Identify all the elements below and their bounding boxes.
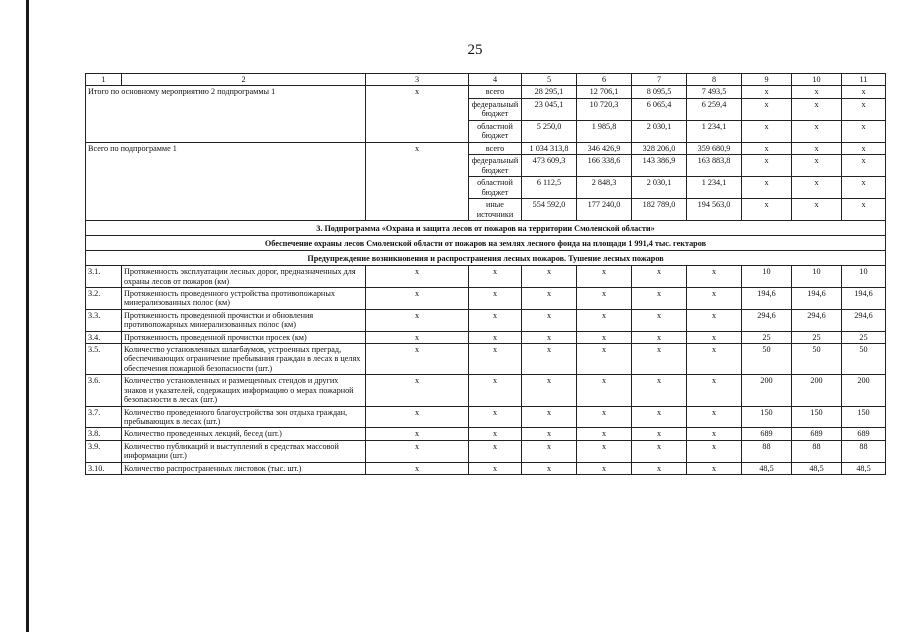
funding-value: 23 045,1 [522,98,577,120]
funding-value: x [792,199,842,221]
funding-value: x [842,86,886,98]
indicator-value: x [687,428,742,440]
funding-value: 2 848,3 [577,177,632,199]
funding-value: x [792,155,842,177]
funding-value: 1 034 313,8 [522,142,577,154]
indicator-value: x [522,331,577,343]
indicator-number: 3.6. [86,375,122,406]
funding-value: 359 680,9 [687,142,742,154]
funding-value: 2 030,1 [632,177,687,199]
indicator-value: 10 [842,266,886,288]
summary-row [86,142,886,154]
indicator-value: 150 [842,406,886,428]
funding-value: x [792,142,842,154]
indicator-value: x [577,406,632,428]
indicator-value: 194,6 [842,288,886,310]
indicator-value: x [577,309,632,331]
indicator-value: x [522,428,577,440]
indicator-row [86,309,886,331]
indicator-value: x [522,440,577,462]
summary-row [86,86,886,98]
column-number-cell: 6 [577,74,632,86]
indicator-value: x [632,428,687,440]
column-number-cell: 5 [522,74,577,86]
indicator-value: x [577,288,632,310]
funding-value: x [842,155,886,177]
indicator-name: Количество проведенного благоустройства зон отдыха граждан, пребывающих в лесах (шт.) [122,406,366,428]
measure-title: Предупреждение возникновения и распространения лесных пожаров. Тушение лесных пожаров [86,251,886,266]
indicator-value: x [632,266,687,288]
scan-edge-bar [26,0,29,632]
section-row [86,221,886,236]
funding-value: x [742,155,792,177]
funding-value: 177 240,0 [577,199,632,221]
indicator-value: x [366,288,469,310]
column-number-cell: 8 [687,74,742,86]
column-number-cell: 4 [469,74,522,86]
indicator-value: 689 [792,428,842,440]
indicator-value: x [632,309,687,331]
funding-value: 2 030,1 [632,120,687,142]
indicator-value: x [469,375,522,406]
funding-value: x [792,120,842,142]
indicator-value: x [522,309,577,331]
indicator-value: x [522,266,577,288]
indicator-name: Протяженность проведенного устройства противопожарных минерализованных полос (км) [122,288,366,310]
funding-source: областной бюджет [469,120,522,142]
indicator-number: 3.5. [86,344,122,375]
column-number-cell: 10 [792,74,842,86]
indicator-name: Протяженность проведенной прочистки просек (км) [122,331,366,343]
funding-source: федеральный бюджет [469,98,522,120]
indicator-value: 48,5 [842,462,886,474]
summary-col3: x [366,86,469,142]
subprogram-title: 3. Подпрограмма «Охрана и защита лесов от пожаров на территории Смоленской области» [86,221,886,236]
column-number-row [86,74,886,86]
indicator-value: x [469,344,522,375]
indicator-value: 88 [742,440,792,462]
funding-value: x [842,120,886,142]
funding-value: x [842,98,886,120]
indicator-value: x [687,309,742,331]
indicator-value: 50 [792,344,842,375]
page-number: 25 [467,42,483,58]
summary-title: Всего по подпрограмме 1 [86,142,366,220]
indicator-value: x [469,440,522,462]
indicator-value: x [577,266,632,288]
section-row [86,251,886,266]
funding-source: федеральный бюджет [469,155,522,177]
column-number-cell: 3 [366,74,469,86]
indicator-value: x [469,406,522,428]
indicator-value: x [687,344,742,375]
funding-value: x [842,142,886,154]
indicator-value: x [522,462,577,474]
indicator-value: x [577,462,632,474]
indicator-value: x [632,440,687,462]
indicator-row [86,406,886,428]
indicator-value: x [632,375,687,406]
indicator-value: 200 [792,375,842,406]
funding-value: 6 259,4 [687,98,742,120]
indicator-number: 3.3. [86,309,122,331]
indicator-value: 294,6 [742,309,792,331]
indicator-value: x [522,375,577,406]
indicator-value: 48,5 [792,462,842,474]
indicator-value: x [469,266,522,288]
indicator-number: 3.1. [86,266,122,288]
indicator-value: x [469,462,522,474]
indicator-value: 294,6 [842,309,886,331]
indicator-number: 3.2. [86,288,122,310]
indicator-value: 10 [742,266,792,288]
indicator-value: 10 [792,266,842,288]
indicator-value: 25 [792,331,842,343]
funding-value: x [742,86,792,98]
funding-value: 6 065,4 [632,98,687,120]
indicator-row [86,462,886,474]
indicator-name: Количество публикаций и выступлений в средствах массовой информации (шт.) [122,440,366,462]
indicator-number: 3.10. [86,462,122,474]
indicator-value: x [687,331,742,343]
indicator-value: 25 [742,331,792,343]
funding-value: 346 426,9 [577,142,632,154]
indicator-value: x [366,406,469,428]
indicator-value: 50 [842,344,886,375]
indicator-value: 88 [842,440,886,462]
indicator-value: 150 [792,406,842,428]
indicator-value: x [687,462,742,474]
funding-value: x [742,120,792,142]
indicator-name: Протяженность проведенной прочистки и обновления противопожарных минерализованных полос (км) [122,309,366,331]
table-body [86,74,886,475]
funding-value: 143 386,9 [632,155,687,177]
indicator-value: x [522,406,577,428]
funding-value: 163 883,8 [687,155,742,177]
funding-value: x [742,98,792,120]
indicator-value: x [687,440,742,462]
funding-source: всего [469,142,522,154]
column-number-cell: 1 [86,74,122,86]
indicator-value: 25 [842,331,886,343]
funding-value: x [742,199,792,221]
column-number-cell: 2 [122,74,366,86]
funding-value: x [792,98,842,120]
indicator-value: x [632,288,687,310]
summary-col3: x [366,142,469,220]
indicator-number: 3.8. [86,428,122,440]
funding-value: 10 720,3 [577,98,632,120]
indicator-value: x [366,309,469,331]
indicator-value: x [632,344,687,375]
task-title: Обеспечение охраны лесов Смоленской области от пожаров на землях лесного фонда на площади 1 991,4 тыс. гектаров [86,236,886,251]
indicator-value: 689 [842,428,886,440]
indicator-value: x [366,266,469,288]
indicator-number: 3.4. [86,331,122,343]
indicator-value: 48,5 [742,462,792,474]
indicator-value: x [577,344,632,375]
indicator-row [86,440,886,462]
indicator-value: x [366,462,469,474]
indicator-value: 689 [742,428,792,440]
indicator-value: x [632,462,687,474]
funding-value: 194 563,0 [687,199,742,221]
funding-value: 5 250,0 [522,120,577,142]
funding-value: 12 706,1 [577,86,632,98]
indicator-value: x [366,428,469,440]
indicator-value: x [469,331,522,343]
column-number-cell: 7 [632,74,687,86]
indicator-value: 150 [742,406,792,428]
indicator-value: 50 [742,344,792,375]
indicator-value: x [366,331,469,343]
indicator-value: x [577,440,632,462]
indicator-name: Количество распространенных листовок (тыс. шт.) [122,462,366,474]
indicator-value: x [469,309,522,331]
indicator-value: 294,6 [792,309,842,331]
funding-value: 473 609,3 [522,155,577,177]
indicator-row [86,266,886,288]
funding-value: 6 112,5 [522,177,577,199]
indicator-value: 200 [842,375,886,406]
indicator-row [86,331,886,343]
program-table [85,73,886,475]
indicator-row [86,288,886,310]
funding-value: x [742,142,792,154]
funding-value: 166 338,6 [577,155,632,177]
funding-value: 1 234,1 [687,177,742,199]
funding-value: 7 493,5 [687,86,742,98]
funding-value: 1 985,8 [577,120,632,142]
summary-title: Итого по основному мероприятию 2 подпрограммы 1 [86,86,366,142]
indicator-value: x [687,375,742,406]
funding-value: x [842,177,886,199]
indicator-value: x [366,375,469,406]
indicator-name: Количество установленных шлагбаумов, устроенных преград, обеспечивающих ограничение пребывания граждан в лесах в целях обеспечения пожарной безопасности (шт.) [122,344,366,375]
indicator-value: x [366,344,469,375]
indicator-value: x [366,440,469,462]
funding-value: x [792,177,842,199]
indicator-name: Количество проведенных лекций, бесед (шт.) [122,428,366,440]
funding-value: 554 592,0 [522,199,577,221]
indicator-name: Протяженность эксплуатации лесных дорог, предназначенных для охраны лесов от пожаров (км) [122,266,366,288]
indicator-value: x [469,288,522,310]
column-number-cell: 9 [742,74,792,86]
indicator-row [86,375,886,406]
funding-source: иные источники [469,199,522,221]
funding-value: 28 295,1 [522,86,577,98]
section-row [86,236,886,251]
indicator-value: x [632,406,687,428]
indicator-value: 200 [742,375,792,406]
indicator-value: x [469,428,522,440]
indicator-value: 194,6 [742,288,792,310]
indicator-value: x [522,288,577,310]
indicator-value: x [577,331,632,343]
indicator-number: 3.9. [86,440,122,462]
indicator-row [86,344,886,375]
indicator-value: x [522,344,577,375]
funding-value: x [792,86,842,98]
indicator-value: x [577,428,632,440]
indicator-value: x [577,375,632,406]
indicator-row [86,428,886,440]
indicator-value: x [687,288,742,310]
funding-value: 328 206,0 [632,142,687,154]
funding-source: областной бюджет [469,177,522,199]
funding-value: 182 789,0 [632,199,687,221]
funding-value: x [842,199,886,221]
column-number-cell: 11 [842,74,886,86]
indicator-value: x [687,406,742,428]
funding-value: x [742,177,792,199]
indicator-number: 3.7. [86,406,122,428]
indicator-value: x [632,331,687,343]
indicator-name: Количество установленных и размещенных стендов и других знаков и указателей, содержащих информацию о мерах пожарной безопасности в лесах (шт.) [122,375,366,406]
indicator-value: 194,6 [792,288,842,310]
funding-value: 1 234,1 [687,120,742,142]
indicator-value: 88 [792,440,842,462]
funding-source: всего [469,86,522,98]
indicator-value: x [687,266,742,288]
funding-value: 8 095,5 [632,86,687,98]
